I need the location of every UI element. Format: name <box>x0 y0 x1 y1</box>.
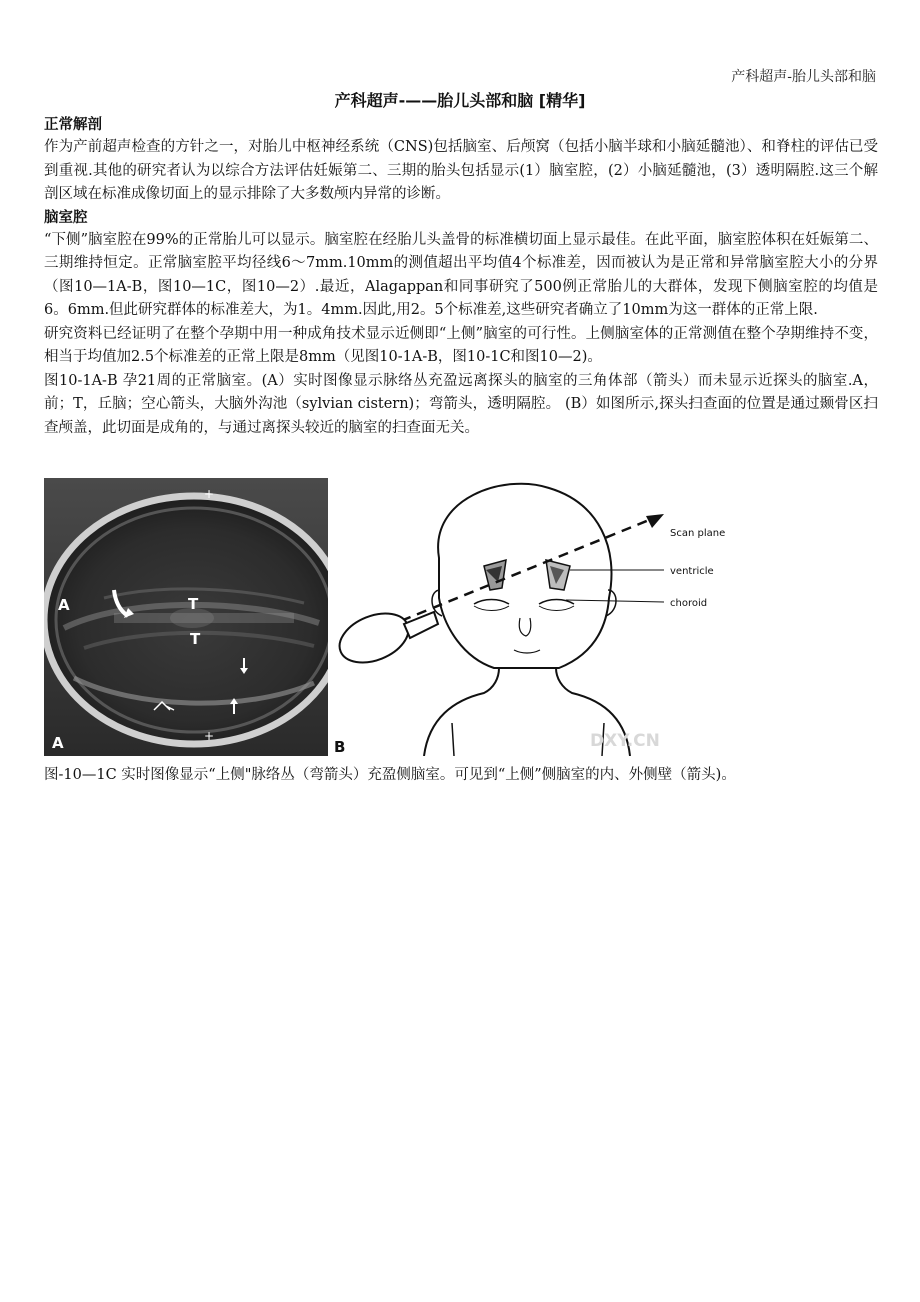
body-text <box>44 114 878 440</box>
svg-text:+: + <box>204 487 215 501</box>
panel-b-label: B <box>334 738 346 756</box>
ultrasound-image <box>44 478 328 756</box>
running-header: 产科超声-胎儿头部和脑 <box>731 69 876 85</box>
us-label-t2: T <box>190 630 201 648</box>
us-label-t1: T <box>188 595 199 613</box>
document-title: 产科超声-——胎儿头部和脑 [精华] <box>334 91 586 110</box>
paragraph-figure-legend: 图10-1A-B 孕21周的正常脑室。(A）实时图像显示脉络丛充盈远离探头的脑室的三角体部（箭头）而未显示近探头的脑室.A，前；T，丘脑；空心箭头，大脑外沟池（sylvian cistern)；弯箭头，透明隔腔。 (B）如图所示,探头扫查面的位置是通过颞骨区扫查颅盖，此切面是成角的，与通过离探头较近的脑室的扫查面无关。 <box>44 372 878 436</box>
us-label-a-bottom: A <box>52 734 64 752</box>
us-label-a-left: A <box>58 596 70 614</box>
paragraph-anatomy: 作为产前超声检查的方针之一，对胎儿中枢神经系统（CNS)包括脑室、后颅窝（包括小脑半球和小脑延髓池）、和脊柱的评估已受到重视.其他的研究者认为以综合方法评估妊娠第二、三期的胎头包括显示(1）脑室腔，(2）小脑延髓池，(3）透明隔腔.这三个解剖区域在标准成像切面上的显示排除了大多数颅内异常的诊断。 <box>44 139 878 202</box>
label-scan-plane: Scan plane <box>670 528 726 539</box>
scan-plane-diagram <box>334 478 734 756</box>
label-choroid: choroid <box>670 598 708 609</box>
figure-10-1 <box>44 478 878 756</box>
watermark: DXY.CN <box>590 731 660 751</box>
paragraph-ventricle-2: 研究资料已经证明了在整个孕期中用一种成角技术显示近侧即“上侧”脑室的可行性。上侧脑室体的正常测值在整个孕期维持不变，相当于均值加2.5个标准差的正常上限是8mm（见图10-1A-B，图10-1C和图10—2)。 <box>44 325 878 365</box>
svg-text:+: + <box>204 729 215 743</box>
section-heading-anatomy: 正常解剖 <box>44 117 102 133</box>
label-ventricle: ventricle <box>670 566 714 577</box>
paragraph-ventricle-1: “下侧”脑室腔在99%的正常胎儿可以显示。脑室腔在经胎儿头盖骨的标准横切面上显示最佳。在此平面，脑室腔体积在妊娠第二、三期维持恒定。正常脑室腔平均径线6～7mm.10mm的测值超出平均值4个标准差，因而被认为是正常和异常脑室腔大小的分界（图10—1A-B，图10—1C，图10—2）.最近，Alagappan和同事研究了500例正常胎儿的大群体，发现下侧脑室腔的均值是6。6mm.但此研究群体的标准差大，为1。4mm.因此,用2。5个标准差,这些研究者确立了10mm为这一群体的正常上限. <box>44 231 878 318</box>
section-heading-ventricle: 脑室腔 <box>44 209 88 226</box>
figure-caption: 图-10—1C 实时图像显示“上侧"脉络丛（弯箭头）充盈侧脑室。可见到“上侧”侧脑室的内、外侧壁（箭头)。 <box>44 767 736 783</box>
